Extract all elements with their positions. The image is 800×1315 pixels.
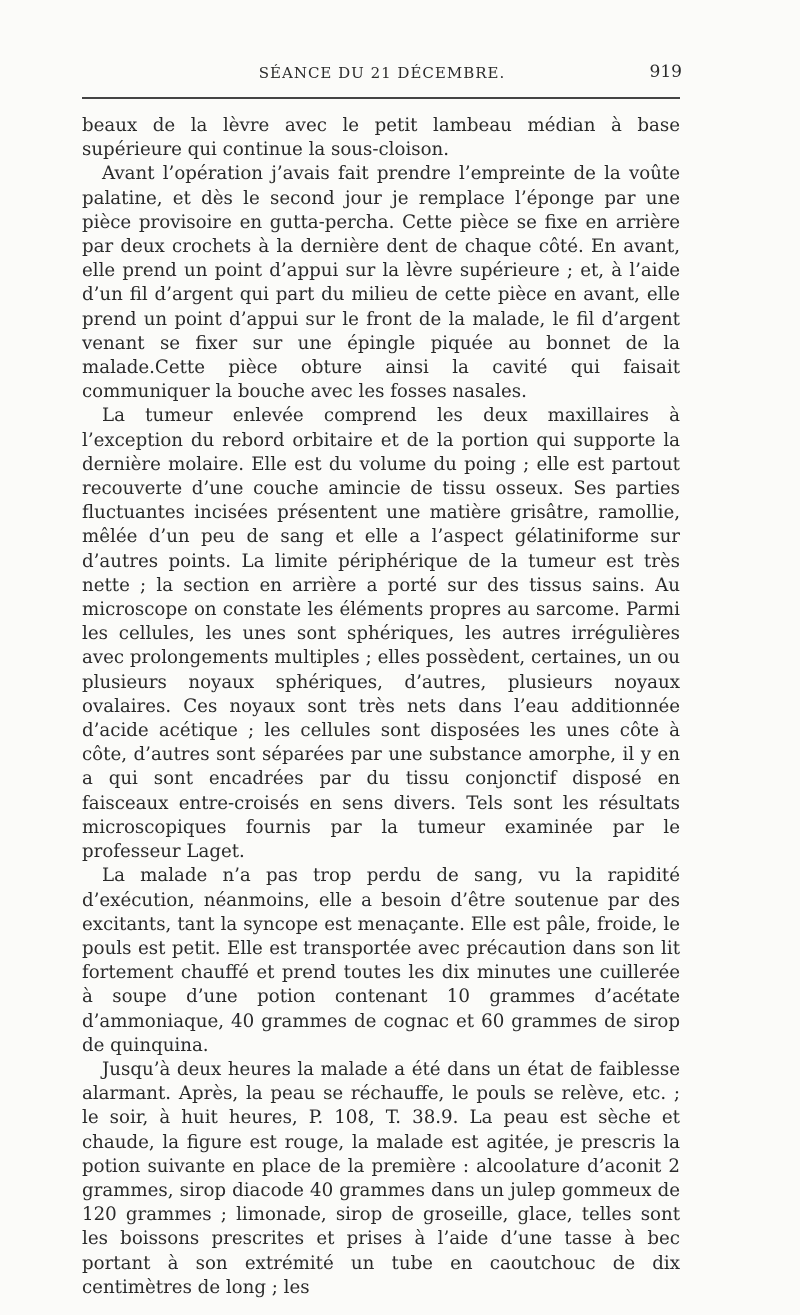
paragraph: beaux de la lèvre avec le petit lambeau médian à base supérieure qui continue la sous-cloison. <box>82 115 680 161</box>
paragraph: La malade n’a pas trop perdu de sang, vu la rapidité d’exécution, néanmoins, elle a besoin d’être soutenue par des excitants, tant la syncope est menaçante. Elle est pâle, froide, le pouls est petit. Elle est transportée avec précaution dans son lit fortement chauffé et prend toutes les dix minutes une cuillerée à soupe d’une potion contenant 10 grammes d’acétate d’ammoniaque, 40 grammes de cognac et 60 grammes de sirop de quinquina. <box>82 865 680 1056</box>
paragraph: Jusqu’à deux heures la malade a été dans un état de faiblesse alarmant. Après, la peau se réchauffe, le pouls se relève, etc. ; le soir, à huit heures, P. 108, T. 38.9. La peau est sèche et chaude, la figure est rouge, la malade est agitée, je prescris la potion suivante en place de la première : alcoolature d’aconit 2 grammes, sirop diacode 40 grammes dans un julep gommeux de 120 grammes ; limonade, sirop de groseille, glace, telles sont les boissons prescrites et prises à l’aide d’une tasse à bec portant à son extrémité un tube en caoutchouc de dix centimètres de long ; les <box>82 1058 680 1298</box>
page-header <box>82 58 682 88</box>
running-title: SÉANCE DU 21 DÉCEMBRE. <box>258 64 506 82</box>
paragraph: La tumeur enlevée comprend les deux maxillaires à l’exception du rebord orbitaire et de la portion qui supporte la dernière molaire. Elle est du volume du poing ; elle est partout recouverte d’une couche amincie de tissu osseux. Ses parties fluctuantes incisées présentent une matière grisâtre, ramollie, mêlée d’un peu de sang et elle a l’aspect gélatiniforme sur d’autres points. La limite périphérique de la tumeur est très nette ; la section en arrière a porté sur des tissus sains. Au microscope on constate les éléments propres au sarcome. Parmi les cellules, les unes sont sphériques, les autres irrégulières avec prolongements multiples ; elles possèdent, certaines, un ou plusieurs noyaux sphériques, d’autres, plusieurs noyaux ovalaires. Ces noyaux sont très nets dans l’eau additionnée d’acide acétique ; les cellules sont disposées les unes côte à côte, d’autres sont séparées par une substance amorphe, il y en a qui sont encadrées par du tissu conjonctif disposé en faisceaux entre-croisés en sens divers. Tels sont les résultats microscopiques fournis par la tumeur examinée par le professeur Laget. <box>82 405 680 863</box>
page-number: 919 <box>649 62 682 82</box>
body-text <box>82 114 680 1300</box>
paragraph: Avant l’opération j’avais fait prendre l’empreinte de la voûte palatine, et dès le second jour je remplace l’éponge par une pièce provisoire en gutta-percha. Cette pièce se fixe en arrière par deux crochets à la dernière dent de chaque côté. En avant, elle prend un point d’appui sur la lèvre supérieure ; et, à l’aide d’un fil d’argent qui part du milieu de cette pièce en avant, elle prend un point d’appui sur le front de la malade, le fil d’argent venant se fixer sur une épingle piquée au bonnet de la malade.Cette pièce obture ainsi la cavité qui faisait communiquer la bouche avec les fosses nasales. <box>82 163 680 403</box>
header-rule <box>82 97 680 99</box>
